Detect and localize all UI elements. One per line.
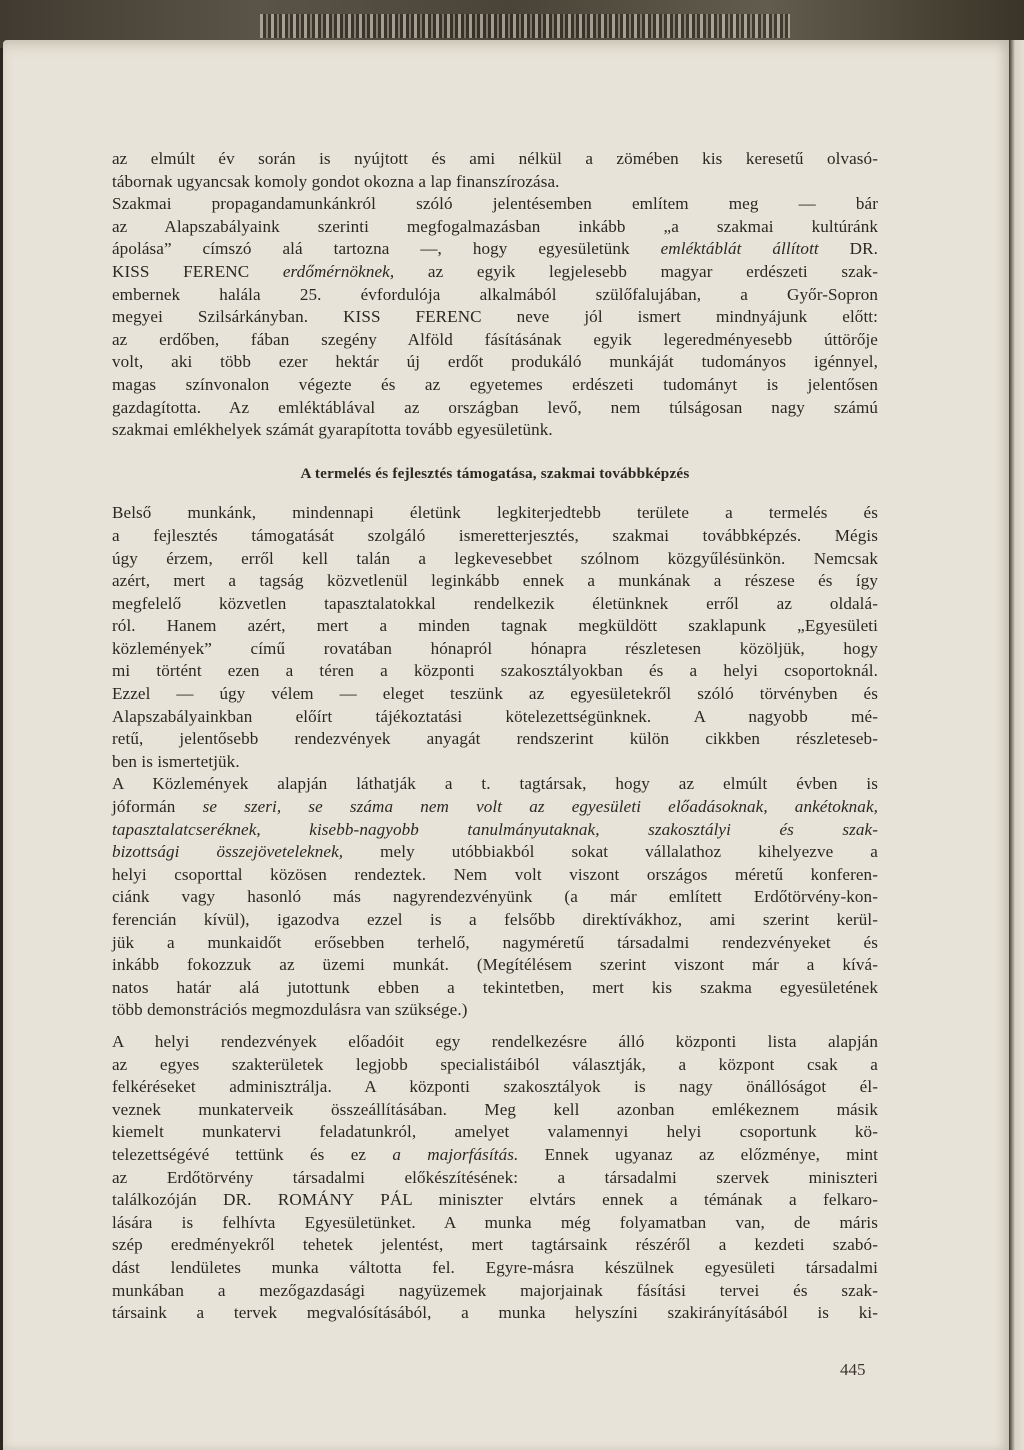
text-line: Ezzel — úgy vélem — eleget teszünk az egyesületekről szóló törvényben és (112, 684, 878, 704)
text-line: dást lendületes munka váltotta fel. Egyre-másra készülnek egyesületi társadalmi (112, 1257, 878, 1277)
text-line: Alapszabályainkban előírt tájékoztatási kötelezettségünknek. A nagyobb mé- (112, 706, 878, 726)
text-line: szép eredményekről tehetek jelentést, mert tagtársaink részéről a kezdeti szabó- (112, 1235, 878, 1255)
text-line: az egyes szakterületek legjobb specialistáiból választják, a központ csak a (112, 1054, 878, 1074)
text-line: mi történt ezen a téren a központi szakosztályokban és a helyi csoportoknál. (112, 661, 878, 681)
page-number: 445 (840, 1360, 866, 1379)
text-run: az egyik legjelesebb magyar erdészeti szak- (394, 261, 878, 281)
text-line (112, 796, 878, 819)
text-line: úgy érzem, erről kell talán a legkevesebbet szólnom közgyűlésünkön. Nemcsak (112, 548, 878, 568)
text-run: Ennek ugyanaz az előzménye, mint (518, 1144, 878, 1164)
text-line: azért, mert a tagság közvetlenül leginkább ennek a munkának a részese és így (112, 571, 878, 591)
paragraph-2 (112, 773, 878, 1022)
text-line: ben is ismertetjük. (112, 751, 240, 771)
text-run: ápolása” címszó alá tartozna —, hogy egyesületünk (112, 239, 661, 259)
text-line: az Alapszabályaink szerinti megfogalmazásban inkább „a szakmai kultúránk (112, 216, 878, 236)
text-line: társaink a tervek megvalósításából, a munka helyszíni szakirányításából is ki- (112, 1303, 878, 1323)
text-line: tapasztalatcseréknek, kisebb-nagyobb tanulmányutaknak, szakosztályi és szak- (112, 819, 878, 839)
text-line: A helyi rendezvények előadóit egy rendelkezésre álló központi lista alapján (112, 1031, 878, 1051)
text-line: jük a munkaidőt erősebben terhelő, nagyméretű társadalmi rendezvényeket és (112, 932, 878, 952)
page-edge-strip (1009, 40, 1024, 1450)
text-line: A Közlemények alapján láthatják a t. tagtársak, hogy az elmúlt évben is (112, 774, 878, 794)
text-line: ferencián kívül), igazodva ezzel is a felsőbb direktívákhoz, ami szerint kerül- (112, 910, 878, 929)
text-line (112, 238, 878, 261)
text-line: a fejlesztés támogatását szolgáló ismeretterjesztés, szakmai továbbképzés. Mégis (112, 525, 878, 545)
text-line: retű, jelentősebb rendezvények anyagát rendszerint külön cikkben részleteseb- (112, 729, 878, 749)
text-run: DR. (818, 239, 878, 259)
text-line: az elmúlt év során is nyújtott és ami nélkül a zömében kis keresetű olvasó- (112, 149, 878, 168)
text-line: inkább fokozzuk az üzemi munkát. (Megítélésem szerint viszont már a kívá- (112, 955, 878, 975)
text-run: jóformán (112, 797, 203, 817)
italic-run: bizottsági összejöveteleknek, (112, 842, 344, 862)
text-line: lására is felhívta Egyesületünket. A munka még folyamatban van, de máris (112, 1212, 878, 1232)
text-run: telezettségévé tettünk és ez (112, 1144, 393, 1164)
italic-run: a majorfásítás. (392, 1144, 519, 1164)
text-line: tábornak ugyancsak komoly gondot okozna a lap finanszírozása. (112, 171, 560, 191)
section-heading: A termelés és fejlesztés támogatása, szakmai továbbképzés (300, 464, 690, 482)
italic-run: se szeri, se száma nem volt az egyesületi előadásoknak, ankétoknak, (202, 797, 878, 817)
text-line (112, 261, 878, 284)
text-line: munkában a mezőgazdasági nagyüzemek majorjainak fásítási tervei és szak- (112, 1280, 878, 1300)
text-line: kiemelt munkatervi feladatunkról, amelyet valamennyi helyi csoportunk kö- (112, 1122, 878, 1142)
text-line: ról. Hanem azért, mert a minden tagnak megküldött szaklapunk „Egyesületi (112, 616, 878, 636)
text-line: találkozóján DR. ROMÁNY PÁL miniszter elvtárs ennek a témának a felkaro- (112, 1190, 878, 1210)
text-line: gazdagította. Az emléktáblával az országban levő, nem túlságosan nagy számú (112, 397, 878, 417)
text-line: felkéréseket adminisztrálja. A központi szakosztályok is nagy önállóságot él- (112, 1077, 878, 1097)
text-line: közlemények” című rovatában hónapról hónapra részletesen közöljük, hogy (112, 638, 878, 658)
text-line (112, 841, 878, 864)
text-line: Szakmai propagandamunkánkról szóló jelentésemben említem meg — bár (112, 194, 878, 214)
text-line: megfelelő közvetlen tapasztalatokkal rendelkezik életünknek erről az oldalá- (112, 593, 878, 613)
text-line: natos határ alá jutottunk ebben a tekintetben, mert kis szakma egyesületének (112, 977, 878, 997)
paragraph-intro (112, 148, 878, 442)
italic-run: erdőmérnöknek, (282, 261, 395, 281)
italic-run: emléktáblát állított (660, 239, 819, 259)
paragraph-gap (112, 1022, 878, 1031)
text-run: mely utóbbiakból sokat vállalathoz kihelyezve a (343, 842, 878, 862)
text-line: volt, aki több ezer hektár új erdőt produkáló munkáját tudományos igénnyel, (112, 352, 878, 372)
text-line: Belső munkánk, mindennapi életünk legkiterjedtebb területe a termelés és (112, 503, 878, 523)
text-column (112, 148, 878, 1325)
text-line: helyi csoporttal közösen rendeztek. Nem volt viszont országos méretű konferen- (112, 864, 878, 884)
text-line: ciánk vagy hasonló más nagyrendezvényünk (a már említett Erdőtörvény-kon- (112, 887, 878, 907)
text-line: szakmai emlékhelyek számát gyarapította tovább egyesületünk. (112, 420, 553, 440)
text-line: az Erdőtörvény társadalmi előkészítésének: a társadalmi szervek miniszteri (112, 1167, 878, 1187)
text-line: több demonstrációs megmozdulásra van szüksége.) (112, 1000, 468, 1020)
text-line: az erdőben, fában szegény Alföld fásításának egyik legeredményesebb úttörője (112, 329, 878, 349)
text-line: embernek halála 25. évfordulója alkalmából szülőfalujában, a Győr-Sopron (112, 284, 878, 304)
paragraph-1 (112, 502, 878, 773)
text-line: magas színvonalon végezte és az egyetemes erdészeti tudományt is jelentősen (112, 374, 878, 394)
text-line: veznek munkaterveik összeállításában. Meg kell azonban emlékeznem másik (112, 1099, 878, 1119)
paragraph-3 (112, 1031, 878, 1325)
text-line (112, 1144, 878, 1167)
text-run: KISS FERENC (112, 261, 283, 281)
text-line: megyei Szilsárkányban. KISS FERENC neve jól ismert mindnyájunk előtt: (112, 307, 878, 327)
